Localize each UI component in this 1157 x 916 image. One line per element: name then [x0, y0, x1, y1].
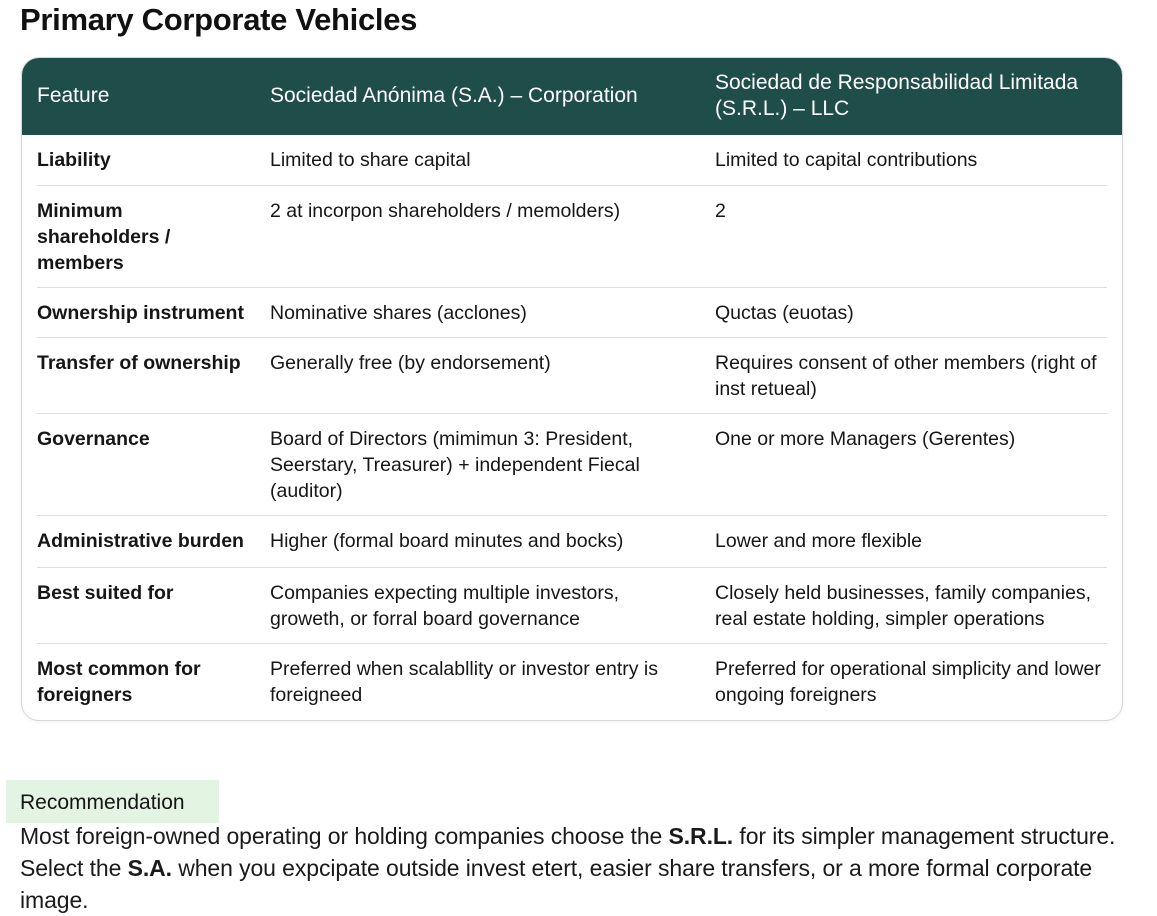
row-srl-value: Lower and more flexible: [715, 530, 923, 552]
row-sa-value: Nominative shares (acclones): [270, 302, 527, 324]
row-srl-value: Closely held businesses, family companies, real estate holding, simpler operations: [715, 582, 1092, 630]
table-row: [37, 186, 1107, 288]
row-sa-value: Generally free (by endorsement): [270, 352, 551, 374]
recommendation-heading: [6, 780, 219, 823]
row-sa-value: Board of Directors (mimimun 3: President, Seerstary, Treasurer) + independent Fiecal (auditor): [270, 428, 640, 502]
row-feature-label: Administrative burden: [37, 530, 244, 552]
row-srl-value: Limited to capital contributions: [715, 149, 978, 171]
table-row: [37, 568, 1107, 644]
row-srl-value: Preferred for operational simplicity and lower ongoing foreigners: [715, 658, 1101, 706]
comparison-table: [21, 57, 1123, 721]
table-row: [37, 414, 1107, 516]
recommendation-text-part: Most foreign-owned operating or holding companies choose the: [20, 823, 669, 849]
table-row: [37, 338, 1107, 414]
row-feature-label: Best suited for: [37, 582, 174, 604]
row-sa-value: Limited to share capital: [270, 149, 471, 171]
row-feature-label: Liability: [37, 149, 111, 171]
page-title: Primary Corporate Vehicles: [20, 2, 418, 37]
row-sa-value: 2 at incorpon shareholders / memolders): [270, 200, 621, 222]
row-feature-label: Most common for foreigners: [37, 658, 201, 706]
row-sa-value: Preferred when scalabllity or investor entry is foreigneed: [270, 658, 658, 706]
recommendation-text-part: for its simpler management structure. Select the: [20, 823, 1116, 881]
recommendation-text-part: when you expcipate outside invest etert, easier share transfers, or a more formal corporate image.: [20, 855, 1093, 913]
table-row: [37, 644, 1107, 720]
row-feature-label: Minimum shareholders / members: [37, 200, 171, 274]
header-feature: Feature: [37, 84, 110, 107]
header-sa: Sociedad Anónima (S.A.) – Corporation: [270, 84, 638, 107]
row-feature-label: Ownership instrument: [37, 302, 244, 324]
row-srl-value: Requires consent of other members (right of inst retueal): [715, 352, 1097, 400]
row-feature-label: Transfer of ownership: [37, 352, 241, 374]
table-row: [37, 135, 1107, 186]
header-srl: Sociedad de Responsabilidad Limitada (S.R.L.) – LLC: [715, 71, 1079, 120]
sa-emphasis: S.A.: [127, 855, 172, 881]
recommendation-text: [20, 820, 1140, 916]
srl-emphasis: S.R.L.: [668, 823, 734, 849]
row-srl-value: One or more Managers (Gerentes): [715, 428, 1016, 450]
table-row: [37, 516, 1107, 568]
recommendation-label: Recommendation: [20, 791, 185, 814]
row-srl-value: Quctas (euotas): [715, 302, 854, 324]
table-header: [22, 58, 1122, 135]
row-sa-value: Companies expecting multiple investors, groweth, or forral board governance: [270, 582, 620, 630]
row-sa-value: Higher (formal board minutes and bocks): [270, 530, 624, 552]
table-row: [37, 288, 1107, 338]
row-srl-value: 2: [715, 200, 726, 222]
row-feature-label: Governance: [37, 428, 150, 450]
